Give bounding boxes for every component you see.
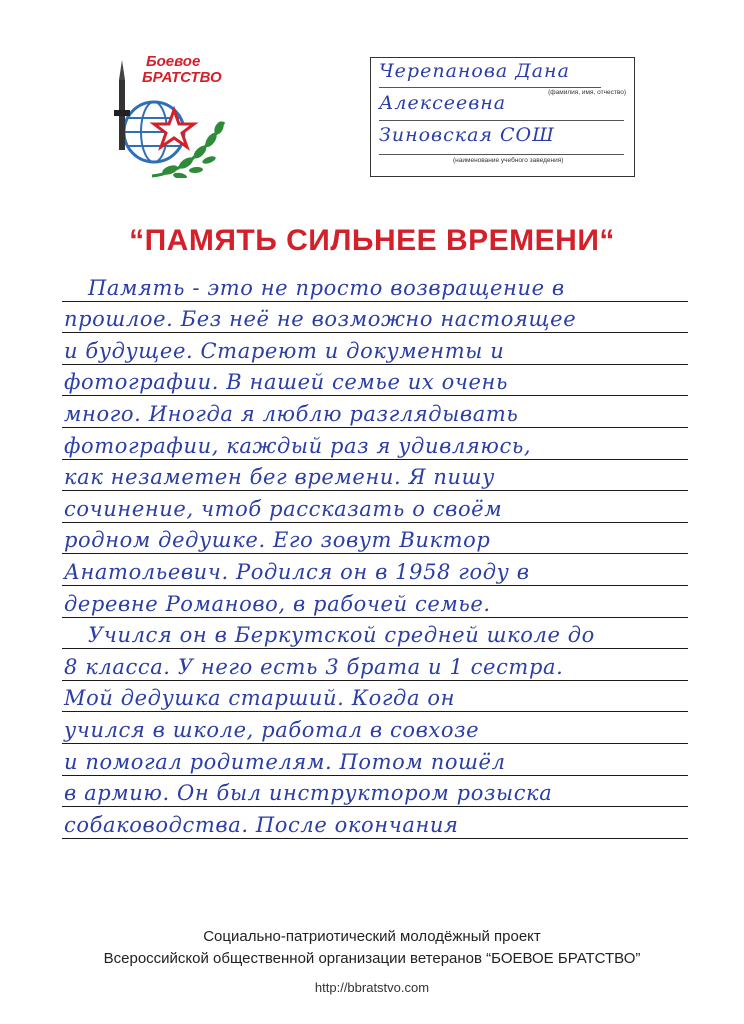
essay-line-text: Память - это не просто возвращение в xyxy=(88,275,565,300)
name-field-label: (фамилия, имя, отчество) xyxy=(548,89,626,96)
essay-line xyxy=(62,681,688,713)
name-underline-1 xyxy=(379,87,601,88)
boevoe-bratstvo-logo xyxy=(112,50,232,178)
essay-line-text: Мой дедушка старший. Когда он xyxy=(64,686,456,711)
school-field-label: (наименование учебного заведения) xyxy=(453,157,564,164)
essay-line-text: родном дедушке. Его зовут Виктор xyxy=(64,528,491,553)
essay-line-text: как незаметен бег времени. Я пишу xyxy=(64,465,495,490)
school-underline xyxy=(379,154,624,155)
essay-line xyxy=(62,618,688,650)
essay-line-text: и помогал родителям. Потом пошёл xyxy=(64,749,506,774)
student-name-line2: Алексеевна xyxy=(379,92,507,114)
essay-line xyxy=(62,270,688,302)
page-title: “ПАМЯТЬ СИЛЬНЕЕ ВРЕМЕНИ“ xyxy=(129,224,615,257)
student-info-box xyxy=(370,57,635,177)
essay-line xyxy=(62,428,688,460)
essay-line xyxy=(62,807,688,839)
essay-line xyxy=(62,333,688,365)
essay-line-text: в армию. Он был инструктором розыска xyxy=(64,781,553,806)
essay-line xyxy=(62,649,688,681)
essay-line-text: деревне Романово, в рабочей семье. xyxy=(64,591,491,616)
logo-text-line1: Боевое xyxy=(146,53,201,70)
student-name-row-2 xyxy=(379,92,626,114)
essay-line-text: Анатольевич. Родился он в 1958 году в xyxy=(64,559,530,584)
essay-line-text: и будущее. Стареют и документы и xyxy=(64,338,505,363)
essay-line-text: Учился он в Беркутской средней школе до xyxy=(88,623,595,648)
essay-line-text: фотографии, каждый раз я удивляюсь, xyxy=(64,433,532,458)
page-footer xyxy=(0,926,744,995)
footer-project-line: Социально-патриотический молодёжный проект xyxy=(203,928,541,945)
essay-line-text: фотографии. В нашей семье их очень xyxy=(64,370,509,395)
essay-line-text: прошлое. Без неё не возможно настоящее xyxy=(64,307,577,332)
school-name: Зиновская СОШ xyxy=(379,124,555,146)
essay-line-text: много. Иногда я люблю разглядывать xyxy=(64,401,519,426)
footer-organization-line: Всероссийской общественной организации ветеранов “БОЕВОЕ БРАТСТВО” xyxy=(103,950,641,967)
essay-line-text: собаководства. После окончания xyxy=(64,812,459,837)
essay-line xyxy=(62,586,688,618)
essay-line xyxy=(62,744,688,776)
essay-line xyxy=(62,776,688,808)
essay-ruled-area xyxy=(62,270,688,839)
essay-line-text: сочинение, чтоб рассказать о своём xyxy=(64,496,503,521)
essay-line-text: 8 класса. У него есть 3 брата и 1 сестра. xyxy=(64,654,564,679)
school-row xyxy=(379,124,626,146)
essay-line xyxy=(62,365,688,397)
essay-line xyxy=(62,460,688,492)
logo-text-line2: БРАТСТВО xyxy=(142,69,222,86)
essay-line-text: учился в школе, работал в совхозе xyxy=(64,717,480,742)
essay-line xyxy=(62,554,688,586)
essay-line xyxy=(62,712,688,744)
essay-line xyxy=(62,396,688,428)
footer-url[interactable]: http://bbratstvo.com xyxy=(314,980,430,995)
student-name-row xyxy=(379,60,626,82)
essay-line xyxy=(62,523,688,555)
student-name-line1: Черепанова Дана xyxy=(379,60,570,82)
essay-line xyxy=(62,302,688,334)
name-underline-2 xyxy=(379,120,624,121)
essay-line xyxy=(62,491,688,523)
